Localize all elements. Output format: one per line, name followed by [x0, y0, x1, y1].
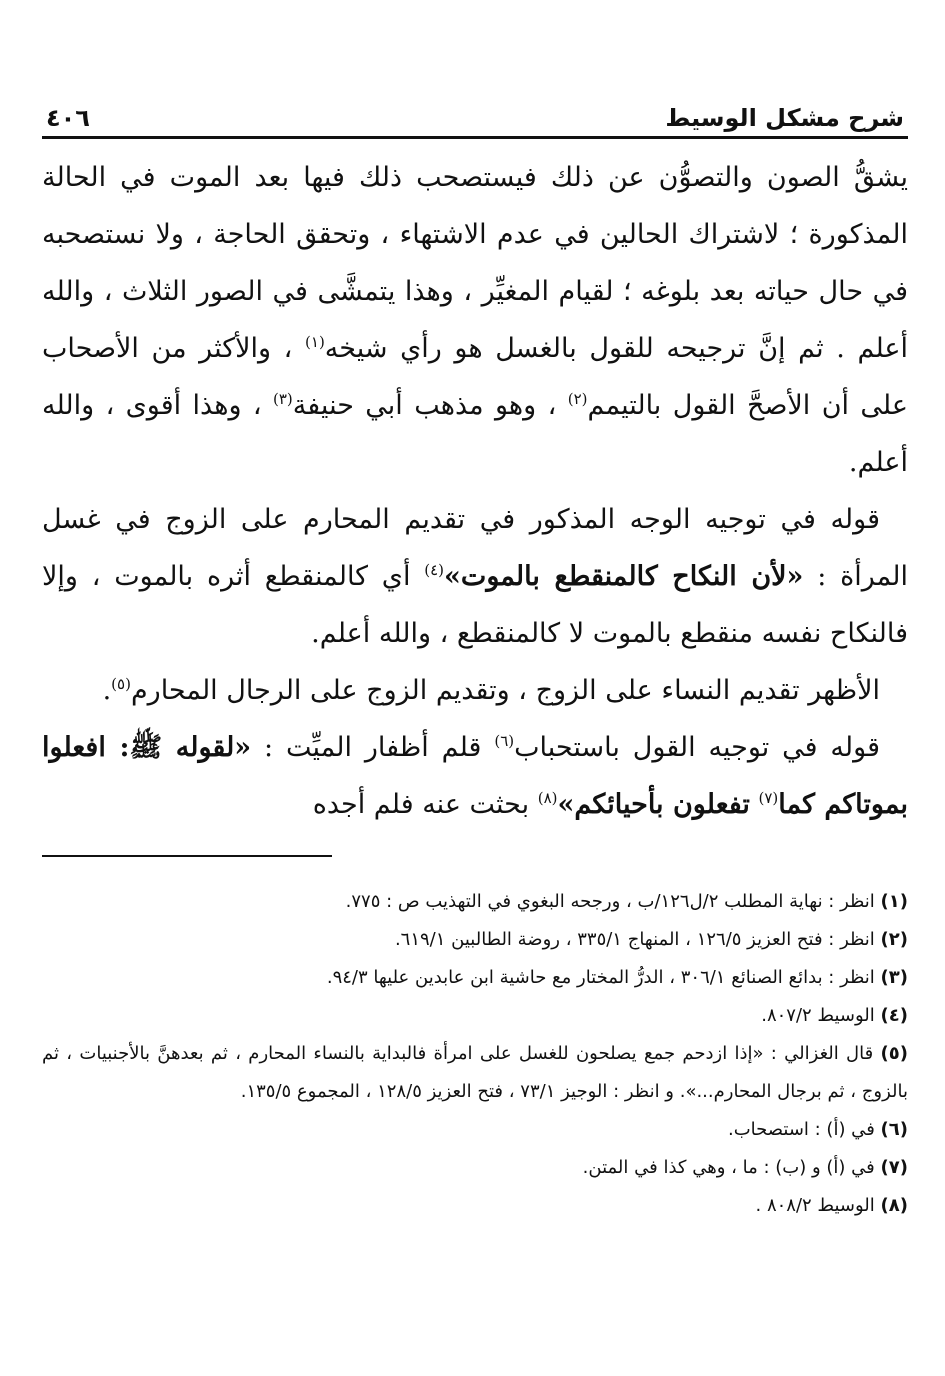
footnote-text: انظر : نهاية المطلب ٢/ل١٢٦/ب ، ورجحه البغوي في التهذيب ص : ٧٧٥.: [345, 891, 875, 912]
footnote-item: [42, 1149, 908, 1187]
text-line: على أن الأصحَّ القول بالتيمم: [587, 390, 908, 421]
quoted-text: «لقوله ﷺ: افعلوا بموتاكم كما: [42, 732, 908, 820]
quoted-text: «لأن النكاح كالمنقطع بالموت»: [444, 561, 804, 592]
text-line: يشقُّ الصون والتصوُّن عن ذلك فيستصحب ذلك فيها بعد الموت في الحالة: [42, 162, 908, 193]
text-line: ، وهو مذهب أبي حنيفة: [292, 390, 557, 421]
footnote-number: (٦): [880, 1119, 908, 1140]
footnote-ref[interactable]: (٨): [537, 789, 558, 807]
footnote-ref[interactable]: (٦): [494, 732, 515, 750]
page: [42, 88, 908, 1225]
text-line: أعلم.: [848, 447, 908, 478]
paragraph-4: [42, 719, 908, 833]
footnote-text: الوسيط ٨٠٨/٢ .: [755, 1195, 875, 1216]
footnote-text: في (أ) : استصحاب.: [728, 1119, 875, 1140]
footnote-item: [42, 1187, 908, 1225]
footnote-ref[interactable]: (٢): [567, 390, 588, 408]
text-line: .: [102, 675, 112, 706]
footnote-text: انظر : فتح العزيز ١٢٦/٥ ، المنهاج ٣٣٥/١ ، روضة الطالبين ٦١٩/١.: [394, 929, 875, 950]
footnote-text: انظر : بدائع الصنائع ٣٠٦/١ ، الدرُّ المختار مع حاشية ابن عابدين عليها ٩٤/٣.: [326, 967, 875, 988]
footnote-item: [42, 1035, 908, 1111]
footnote-number: (٥): [880, 1043, 908, 1064]
footnote-item: [42, 1111, 908, 1149]
text-line: المذكورة ؛ لاشتراك الحالين في عدم الاشتهاء ، وتحقق الحاجة ، ولا نستصحبه في: [42, 219, 908, 307]
paragraph-2: [42, 491, 908, 662]
paragraph-1: [42, 149, 908, 491]
main-text: [42, 149, 908, 833]
text-line: الأظهر تقديم النساء على الزوج ، وتقديم الزوج على الرجال المحارم: [130, 675, 880, 706]
text-line: ، وهذا أقوى ، والله: [42, 390, 262, 421]
footnote-number: (٢): [880, 929, 908, 950]
footnote-item: [42, 959, 908, 997]
footnote-ref[interactable]: (٧): [758, 789, 779, 807]
footnote-text: في (أ) و (ب) : ما ، وهي كذا في المتن.: [582, 1157, 875, 1178]
text-line: أي كالمنقطع أثره بالموت ، وإلا فالنكاح نفسه منقطع بالموت لا كالمنقطع ، والله أعلم.: [42, 561, 908, 649]
footnote-number: (٧): [880, 1157, 908, 1178]
footnote-text: الوسيط ٨٠٧/٢.: [761, 1005, 875, 1026]
running-head: [42, 88, 908, 139]
book-title: شرح مشكل الوسيط: [665, 104, 904, 132]
footnote-item: [42, 921, 908, 959]
footnote-number: (٤): [880, 1005, 908, 1026]
footnote-number: (٨): [880, 1195, 908, 1216]
text-line: قلم أظفار الميِّت :: [264, 732, 482, 763]
footnote-number: (٣): [880, 967, 908, 988]
text-line: بحثت عنه فلم أجده: [312, 789, 530, 820]
footnote-separator: [42, 855, 332, 857]
footnote-ref[interactable]: (٣): [273, 390, 293, 408]
footnote-number: (١): [880, 891, 908, 912]
footnote-ref[interactable]: (٥): [111, 675, 131, 693]
footnote-ref[interactable]: (٤): [424, 561, 445, 579]
text-line: ، والأكثر من الأصحاب: [42, 333, 293, 364]
paragraph-3: [42, 662, 908, 719]
quoted-text: تفعلون بأحيائكم»: [557, 789, 750, 820]
text-line: قوله في توجيه القول باستحباب: [514, 732, 880, 763]
text-line: حال حياته بعد بلوغه ؛ لقيام المغيِّر ، وهذا يتمشَّى في الصور الثلاث ، والله: [42, 276, 864, 307]
footnote-ref[interactable]: (١): [305, 333, 325, 351]
footnote-text: قال الغزالي : «إذا ازدحم جمع يصلحون للغسل على امرأة فالبداية بالنساء المحارم ، ثم بعدهنَّ بالأجنبيات ، ثم بالزوج ، ثم برجال المحارم...». و انظر : الوجيز ٧٣/١ ، فتح العزيز ١٢٨/٥ ، المجموع ١٣٥/٥.: [42, 1043, 908, 1102]
text-line: أعلم . ثم إنَّ ترجيحه للقول بالغسل هو رأي شيخه: [324, 333, 909, 364]
footnote-item: [42, 997, 908, 1035]
footnote-item: [42, 883, 908, 921]
text-line: قوله في توجيه الوجه المذكور في تقديم المحارم على الزوج في غسل المرأة :: [42, 504, 908, 592]
page-number: ٤٠٦: [46, 104, 90, 132]
footnotes: [42, 883, 908, 1225]
